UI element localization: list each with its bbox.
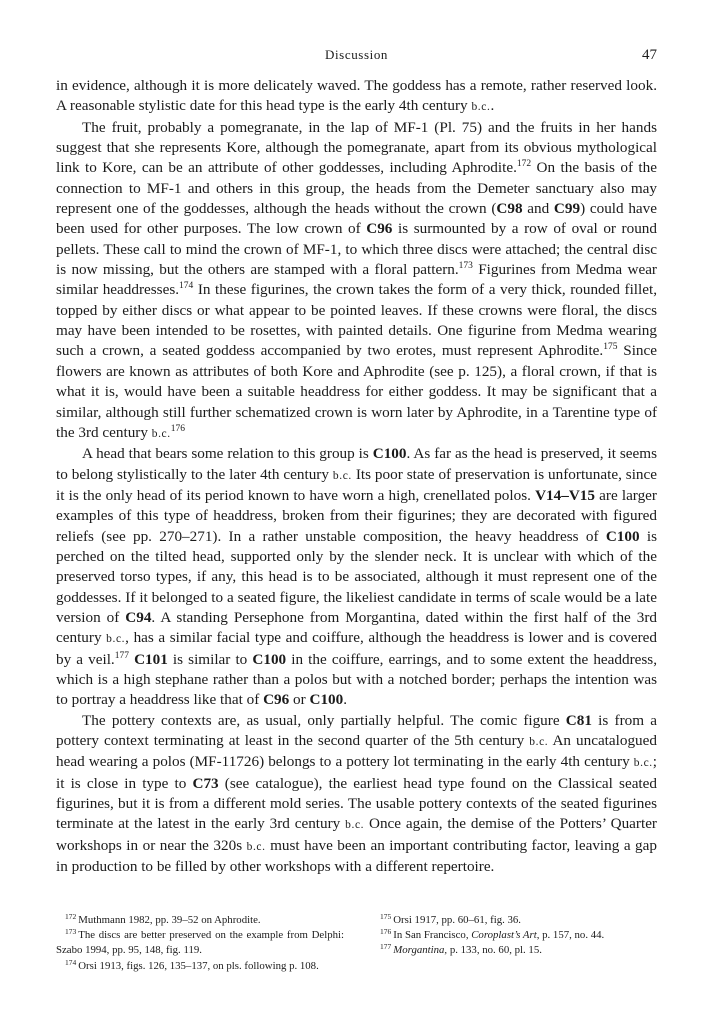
paragraph — [56, 76, 657, 118]
era-abbreviation: b.c. — [471, 101, 491, 114]
text-run: A head that bears some relation to this group is — [82, 445, 373, 463]
footnote — [56, 959, 344, 974]
page-number: 47 — [642, 47, 657, 63]
catalogue-ref: C96 — [263, 691, 290, 709]
text-run: The fruit, probably a pomegranate, in the lap of MF-1 (Pl. 75) and the fruits in her hands suggest that she represents Kore, although the pomegranate, apart from its obvious mythological link to Kore, can be an attribute of other goddesses, including Aphrodite. — [56, 118, 657, 177]
text-run: On the basis of the connection to MF-1 and others in this group, the heads from the Demeter sanctuary also may represent one of the goddesses, although the heads without the crown ( — [56, 159, 657, 218]
footnote-number: 176 — [380, 927, 392, 937]
text-run: Muthmann 1982, pp. 39–52 on Aphrodite. — [78, 914, 261, 926]
text-run: is similar to — [167, 650, 253, 668]
catalogue-ref: C99 — [553, 200, 581, 218]
page-header — [56, 47, 657, 67]
text-run: Orsi 1917, pp. 60–61, fig. 36. — [393, 914, 522, 926]
paragraph — [56, 444, 657, 710]
text-run: The pottery contexts are, as usual, only partially helpful. The comic figure — [82, 711, 566, 729]
footnote-number: 177 — [380, 942, 392, 952]
text-run: Orsi 1913, figs. 126, 135–137, on pls. following p. 108. — [78, 959, 319, 972]
text-run: . — [490, 97, 495, 115]
text-run: Once again, the demise of the Potters’ Quarter workshops in or near the 320s — [56, 815, 657, 854]
catalogue-ref: C100 — [252, 650, 287, 668]
footnote-marker: 174 — [179, 281, 194, 292]
era-abbreviation: b.c. — [332, 469, 352, 482]
italic-title: Coroplast’s Art — [471, 929, 537, 942]
catalogue-ref: C94 — [125, 608, 152, 626]
catalogue-ref: V14–V15 — [535, 486, 595, 504]
footnotes-right-column — [371, 913, 657, 959]
text-run: In these figurines, the crown takes the form of a very thick, rounded fillet, topped by either discs or what appear to be pointed leaves. If these crowns were floral, the discs may have been intended to be rosettes, with painted details. One figurine from Medma wearing such a crown, a seated goddess accompanied by two erotes, must represent Aphrodite. — [56, 281, 657, 360]
text-run: must have been an important contributing factor, leaving a gap in production to be filled by other workshops with a different repertoire. — [56, 836, 657, 876]
footnote-marker: 177 — [114, 650, 129, 661]
text-run: , p. 157, no. 44. — [536, 929, 605, 942]
text-run: are larger examples of this type of headdress, broken from their figurines; they are decorated with figured reliefs (see pp. 270–271). In a rather unstable composition, the heavy headdress of — [56, 486, 657, 545]
footnote-marker: 172 — [516, 159, 532, 170]
footnote-number: 172 — [65, 912, 77, 921]
era-abbreviation: b.c. — [529, 736, 549, 748]
footnote-marker: 175 — [603, 342, 618, 353]
body-text — [56, 76, 657, 877]
era-abbreviation: b.c. — [633, 757, 653, 770]
text-run: p. 133, no. 60, pl. 15. — [447, 944, 542, 957]
text-run: is perched on the tilted head, supported only by the slender neck. It is unclear with which of the preserved torso types, if any, this head is to be associated, although it must represent one of the goddesses. If it belonged to a seated figure, the likeliest candidate in terms of scale would be a late version of — [56, 527, 657, 626]
footnote — [56, 913, 344, 928]
footnote-marker: 176 — [170, 423, 185, 434]
running-title: Discussion — [324, 47, 389, 62]
footnote — [371, 913, 657, 928]
catalogue-ref: C100 — [372, 445, 407, 463]
paragraph — [56, 711, 657, 878]
text-run: in the coiffure, earrings, and to some extent the headdress, which is a high stephane rather than a polos but with a notched border; perhaps the intention was to portray a headdress like that of — [56, 650, 658, 709]
text-run: An uncatalogued head wearing a polos (MF-11726) belongs to a pottery lot terminating in the early 4th century — [56, 732, 657, 771]
catalogue-ref: C100 — [605, 527, 640, 545]
catalogue-ref: C101 — [134, 650, 168, 668]
text-run: . As far as the head is preserved, it seems to belong stylistically to the later 4th century — [56, 445, 657, 483]
era-abbreviation: b.c. — [151, 427, 171, 440]
catalogue-ref: C96 — [366, 220, 393, 238]
text-run: ) could have been used for other purposes. The low crown of — [56, 200, 657, 238]
catalogue-ref: C73 — [192, 774, 219, 792]
era-abbreviation: b.c. — [106, 633, 126, 646]
text-run: is from a pottery context terminating at least in the second quarter of the 5th century — [56, 711, 657, 749]
text-run: ; it is close in type to — [56, 753, 657, 792]
text-run: Its poor state of preservation is unfortunate, since it is the only head of its period known to have worn a high, crenellated polos. — [56, 465, 657, 504]
text-run: The discs are better preserved on the example from Delphi: Szabo 1994, pp. 95, 148, fig. 119. — [56, 929, 344, 957]
footnote — [56, 928, 344, 958]
footnote — [371, 943, 657, 958]
footnote — [371, 928, 657, 943]
footnote-number: 175 — [380, 912, 392, 921]
text-run: in evidence, although it is more delicately waved. The goddess has a remote, rather reserved look. A reasonable stylistic date for this head type is the early 4th century — [56, 77, 657, 115]
text-run: and — [522, 200, 554, 218]
footnotes-left-column — [56, 913, 344, 974]
text-run: is surmounted by a row of oval or round pellets. These call to mind the crown of MF-1, to which three discs were attached; the central disc is now missing, but the others are stamped with a floral pattern. — [56, 220, 657, 279]
text-run: Since flowers are known as attributes of both Kore and Aphrodite (see p. 125), a floral crown, if that is what it is, would have been a suitable headdress for either goddess. It may be significant that a similar, although still further schematized crown is worn later by Aphrodite, in a Tarentine type of the 3rd century — [56, 342, 657, 441]
text-run: . A standing Persephone from Morgantina, dated within the first half of the 3rd century — [56, 608, 657, 647]
italic-title: Morgantina, — [393, 944, 448, 957]
text-run: or — [289, 691, 310, 709]
text-run: Figurines from Medma wear similar headdresses. — [56, 261, 657, 299]
text-run: (see catalogue), the earliest head type found on the Classical seated figurines, but it is from a different mold series. The usable pottery contexts of the seated figurines terminate at the latest in the early 3rd century — [56, 774, 657, 833]
footnote-number: 174 — [65, 957, 77, 967]
catalogue-ref: C100 — [309, 691, 344, 709]
footnote-number: 173 — [65, 927, 77, 937]
catalogue-ref: C81 — [565, 711, 592, 729]
catalogue-ref: C98 — [496, 200, 523, 218]
footnote-marker: 173 — [458, 261, 473, 272]
text-run: , has a similar facial type and coiffure, although the headdress is lower and is covered by a veil. — [56, 629, 657, 668]
paragraph — [56, 118, 657, 445]
era-abbreviation: b.c. — [246, 840, 266, 853]
text-run: In San Francisco, — [393, 929, 472, 942]
text-run: . — [343, 691, 348, 709]
era-abbreviation: b.c. — [345, 819, 365, 832]
